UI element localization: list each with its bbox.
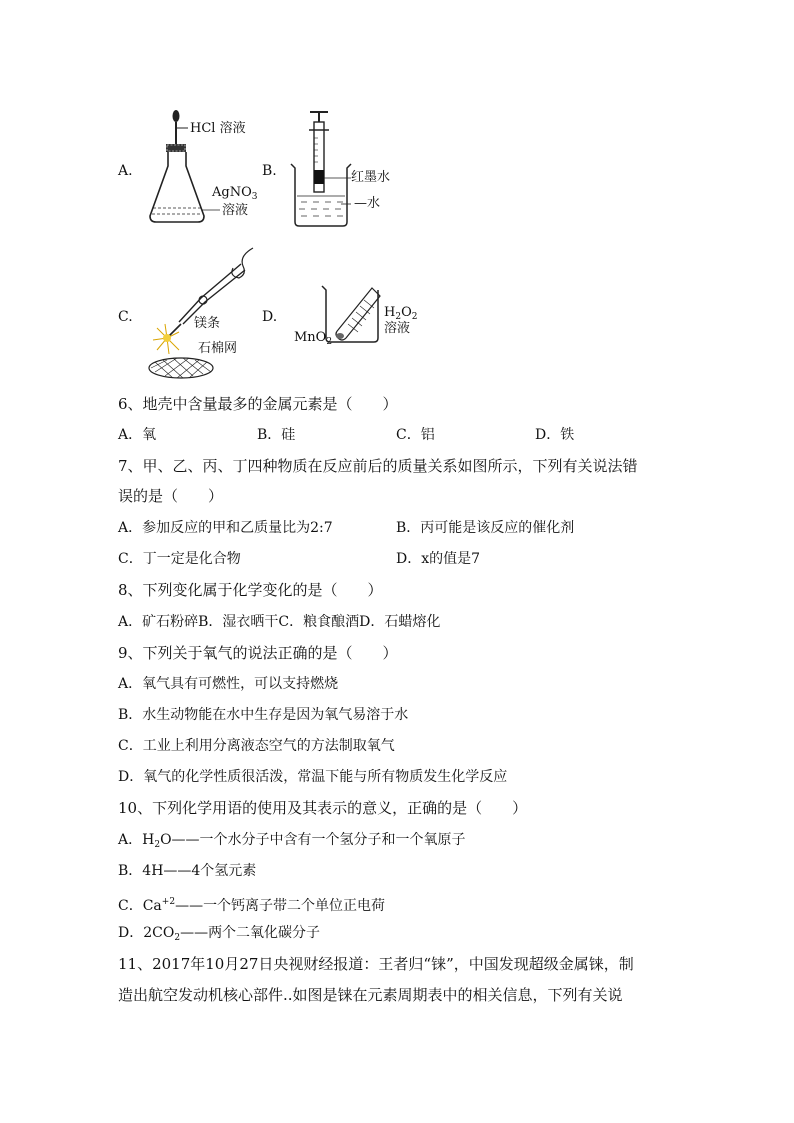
q6-option-d: D．铁 xyxy=(535,427,575,443)
figure-a-option-label: A. xyxy=(118,163,133,179)
q9-option-b: B．水生动物能在水中生存是因为氧气易溶于水 xyxy=(118,707,409,723)
figure-a-solution-label: 溶液 xyxy=(222,203,249,218)
figure-a-agno3-label: AgNO$_3$ xyxy=(212,185,258,202)
q7-option-b: B．丙可能是该反应的催化剂 xyxy=(396,520,575,536)
q7-option-d: D．x的值是7 xyxy=(396,551,481,567)
q10-option-a: A．$H_2O——$一个水分子中含有一个氢分子和一个氧原子 xyxy=(118,832,466,850)
figure-c-magnesium-label: 镁条 xyxy=(194,316,221,331)
figure-b-water-label: —水 xyxy=(354,196,381,211)
q11-stem-line1: 11、2017年10月27日央视财经报道：王者归“铼”，中国发现超级金属铼，制 xyxy=(118,955,634,973)
q6-option-c: C．铝 xyxy=(396,427,435,443)
q10-option-d: D．$2CO_2——$两个二氧化碳分子 xyxy=(118,925,321,943)
figure-c-option-label: C. xyxy=(118,309,133,325)
figure-c-magnesium-diagram xyxy=(143,244,258,384)
dropper-bulb-icon xyxy=(173,110,180,122)
q10-stem: 10、下列化学用语的使用及其表示的意义，正确的是（ ） xyxy=(118,799,528,817)
q9-option-d: D．氧气的化学性质很活泼，常温下能与所有物质发生化学反应 xyxy=(118,769,508,785)
q8-stem: 8、下列变化属于化学变化的是（ ） xyxy=(118,581,383,599)
figure-d-h2o2-label: $H_2O_2$ xyxy=(384,305,418,322)
q9-stem: 9、下列关于氧气的说法正确的是（ ） xyxy=(118,644,398,662)
q6-option-a: A．氧 xyxy=(118,427,157,443)
q6-stem: 6、地壳中含量最多的金属元素是（ ） xyxy=(118,395,398,413)
figure-d-solution-label: 溶液 xyxy=(384,321,411,336)
q7-stem-line2: 误的是（ ） xyxy=(118,487,224,505)
figure-d-option-label: D. xyxy=(262,309,278,325)
q9-option-c: C．工业上利用分离液态空气的方法制取氧气 xyxy=(118,738,395,754)
figure-c-asbestos-label: 石棉网 xyxy=(198,341,238,356)
q7-option-c: C．丁一定是化合物 xyxy=(118,551,241,567)
q7-stem-line1: 7、甲、乙、丙、丁四种物质在反应前后的质量关系如图所示，下列有关说法错 xyxy=(118,457,638,475)
q7-option-a: A．参加反应的甲和乙质量比为2:7 xyxy=(118,520,333,536)
figure-b-red-ink-label: 红墨水 xyxy=(351,170,391,185)
q10-option-c: C．$Ca^{+2}——$一个钙离子带二个单位正电荷 xyxy=(118,897,386,914)
figure-a-hcl-label: HCl 溶液 xyxy=(190,121,246,136)
q11-stem-line2: 造出航空发动机核心部件..如图是铼在元素周期表中的相关信息，下列有关说 xyxy=(118,986,623,1004)
q10-option-b: B．4H——4个氢元素 xyxy=(118,863,257,879)
figure-b-beaker-diagram xyxy=(285,108,355,230)
q9-option-a: A．氧气具有可燃性，可以支持燃烧 xyxy=(118,676,339,692)
figure-b-option-label: B. xyxy=(262,163,277,179)
figure-d-mno2-label: MnO$_2$ xyxy=(294,330,333,347)
q8-options: A．矿石粉碎B．湿衣晒干C．粮食酿酒D．石蜡熔化 xyxy=(118,614,441,630)
q6-option-b: B．硅 xyxy=(257,427,296,443)
